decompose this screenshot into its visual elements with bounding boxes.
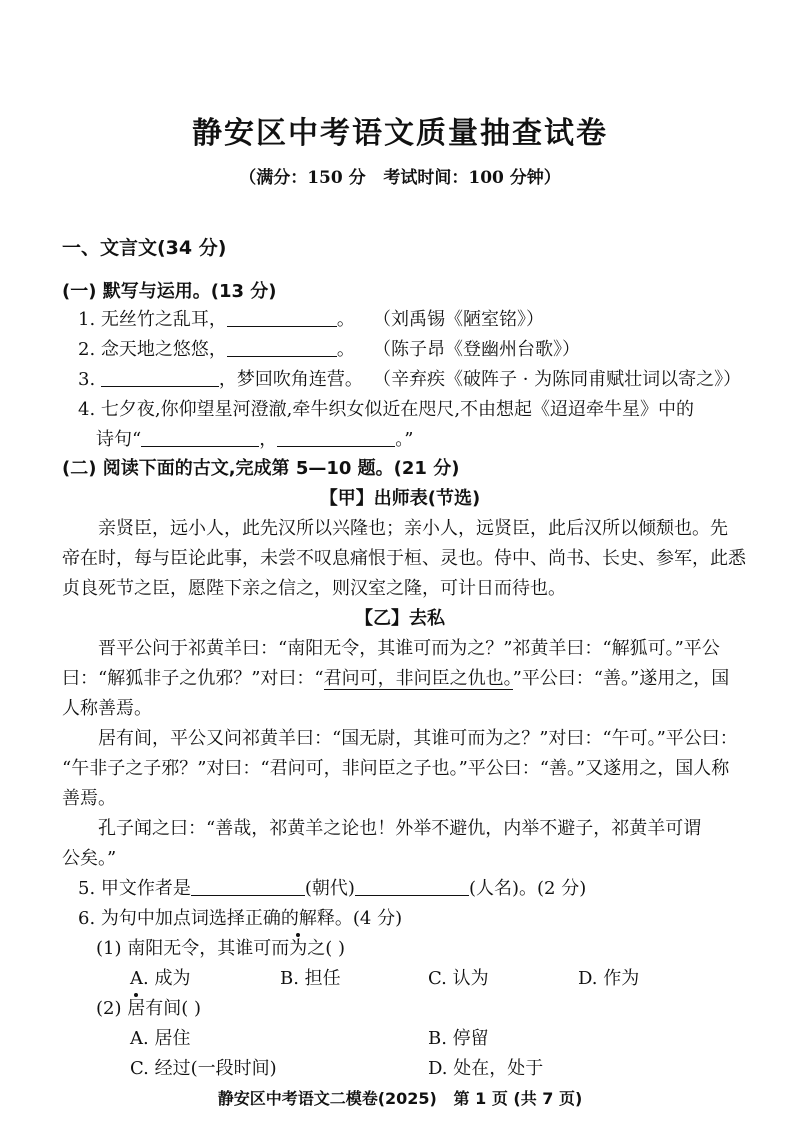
- q6-sub1-post: 之( ): [307, 938, 345, 959]
- q5-prefix: 5. 甲文作者是: [78, 878, 191, 899]
- q6-sub1-option-d[interactable]: D. 作为: [578, 968, 640, 989]
- page-footer: 静安区中考语文二模卷(2025) 第 1 页 (共 7 页): [217, 1089, 583, 1108]
- q1-prefix: 1. 无丝竹之乱耳，: [78, 309, 227, 330]
- underlined-sentence: 君问可，非问臣之仇也。: [323, 668, 513, 689]
- q6-sub2-option-c[interactable]: C. 经过(一段时间): [130, 1058, 277, 1079]
- q3-answer-blank[interactable]: [101, 368, 219, 387]
- yi-line2-a: 曰：“解狐非子之仇邪？”对曰：“: [62, 668, 324, 689]
- q6-sub2-option-a[interactable]: A. 居住: [130, 1028, 191, 1049]
- q6-sub1-option-a[interactable]: A. 成为: [130, 968, 191, 989]
- question-6-sub2: [96, 997, 800, 1021]
- exam-subtitle: （满分：150 分 考试时间：100 分钟）: [239, 168, 561, 188]
- part-heading-reading: (二) 阅读下面的古文,完成第 5—10 题。(21 分): [62, 458, 460, 479]
- q6-sub1-dotted-word: 为: [289, 938, 308, 959]
- q2-source: （陈子昂《登幽州台歌》）: [373, 339, 580, 360]
- q1-answer-blank[interactable]: [227, 308, 337, 327]
- q5-mid: (朝代): [304, 878, 355, 899]
- dictation-q1: [78, 308, 800, 332]
- q6-sub2-pre: (2): [96, 998, 128, 1019]
- yi-line2-b: ”平公曰：“善。”遂用之，国: [512, 668, 730, 689]
- q4-answer-blank-2[interactable]: [277, 428, 395, 447]
- passage-jia-line: 贞良死节之臣，愿陛下亲之信之，则汉室之隆，可计日而待也。: [62, 578, 566, 599]
- q5-name-blank[interactable]: [355, 877, 469, 896]
- passage-jia-line: 帝在时，每与臣论此事，未尝不叹息痛恨于桓、灵也。侍中、尚书、长史、参军，此悉: [62, 548, 746, 569]
- question-5: [78, 877, 800, 901]
- q5-suffix: (人名)。(2 分): [468, 878, 587, 899]
- dictation-q2: [78, 338, 800, 362]
- passage-jia-title: 【甲】出师表(节选): [319, 488, 481, 509]
- q2-suffix: 。: [336, 339, 355, 360]
- q3-suffix: ，梦回吹角连营。: [218, 369, 363, 390]
- q3-prefix: 3.: [78, 369, 101, 390]
- q5-dynasty-blank[interactable]: [191, 877, 305, 896]
- passage-jia-line: 亲贤臣，远小人，此先汉所以兴隆也；亲小人，远贤臣，此后汉所以倾颓也。先: [98, 518, 728, 539]
- q6-sub2-option-d[interactable]: D. 处在，处于: [428, 1058, 544, 1079]
- question-6-stem: 6. 为句中加点词选择正确的解释。(4 分): [78, 908, 403, 929]
- q4-prefix: 诗句“: [96, 429, 142, 450]
- dictation-q4-line1: 4. 七夕夜,你仰望星河澄澈,牵牛织女似近在咫尺,不由想起《迢迢牵牛星》中的: [78, 399, 695, 420]
- q4-mid: ，: [259, 429, 278, 450]
- section-heading-one: 一、文言文(34 分): [62, 237, 227, 259]
- q2-prefix: 2. 念天地之悠悠，: [78, 339, 227, 360]
- passage-yi-line: “午非子之子邪？”对曰：“君问可，非问臣之子也。”平公曰：“善。”又遂用之，国人称: [62, 758, 730, 779]
- dictation-q4-line2: [96, 428, 800, 452]
- part-heading-dictation: (一) 默写与运用。(13 分): [62, 281, 277, 302]
- passage-yi-line: 孔子闻之曰：“善哉，祁黄羊之论也！外举不避仇，内举不避子，祁黄羊可谓: [98, 818, 702, 839]
- q6-sub2-dotted-word: 居: [127, 998, 146, 1019]
- passage-yi-title: 【乙】去私: [355, 608, 445, 629]
- q6-sub2-post: 有间( ): [145, 998, 201, 1019]
- q6-sub1-option-c[interactable]: C. 认为: [428, 968, 489, 989]
- q4-suffix: 。”: [395, 429, 414, 450]
- passage-yi-line: [62, 667, 800, 691]
- exam-title: 静安区中考语文质量抽查试卷: [192, 116, 608, 151]
- passage-yi-line: 晋平公问于祁黄羊曰：“南阳无令，其谁可而为之？”祁黄羊曰：“解狐可。”平公: [98, 638, 720, 659]
- q6-sub1-pre: (1) 南阳无令，其谁可而: [96, 938, 290, 959]
- passage-yi-line: 居有间，平公又问祁黄羊曰：“国无尉，其谁可而为之？”对曰：“午可。”平公曰：: [98, 728, 738, 749]
- q1-source: （刘禹锡《陋室铭》）: [373, 309, 544, 330]
- q6-sub2-option-b[interactable]: B. 停留: [428, 1028, 489, 1049]
- q4-answer-blank-1[interactable]: [141, 428, 259, 447]
- q3-source: （辛弃疾《破阵子 · 为陈同甫赋壮词以寄之》）: [373, 369, 742, 390]
- passage-yi-line: 人称善焉。: [62, 698, 152, 719]
- q2-answer-blank[interactable]: [227, 338, 337, 357]
- passage-yi-line: 公矣。”: [62, 848, 117, 869]
- passage-yi-line: 善焉。: [62, 788, 116, 809]
- q1-suffix: 。: [336, 309, 355, 330]
- q6-sub1-option-b[interactable]: B. 担任: [280, 968, 341, 989]
- dictation-q3: [78, 368, 800, 392]
- question-6-sub1: [96, 937, 800, 961]
